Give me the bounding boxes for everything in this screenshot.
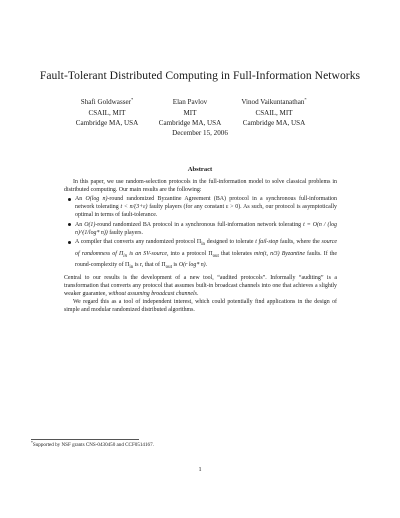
author-location: Cambridge MA, USA [158, 119, 222, 127]
abstract-heading: Abstract [187, 166, 213, 173]
author-affiliation: CSAIL, MIT [88, 108, 126, 117]
math-expression: O(1) [84, 221, 96, 228]
math-expression: min(t, n/3) [254, 250, 280, 257]
list-item: An O(log n)-round randomized Byzantine Agreement (BA) protocol in a synchronous full-information network tolerating t < n/(3+ε) faulty players (for any constant ε > 0). As such, our protocol is asymptotically optimal in terms of fault-tolerance. [64, 195, 337, 219]
abstract-central-paragraph: Central to our results is the development of a new tool, “audited protocols”. Informally “auditing” is a transformation that converts any protocol that assumes built-in broadcast channels into one that achieves a slightly weaker guarantee, without assuming broadcast channels. [64, 274, 337, 298]
paper-title: Fault-Tolerant Distributed Computing in Full-Information Networks [39, 69, 361, 82]
page-number: 1 [198, 466, 202, 473]
author-affiliation: CSAIL, MIT [255, 108, 293, 117]
footnote-mark: * [131, 97, 134, 102]
math-expression: t = O(n / (log n)^(1/log* n)) [75, 221, 337, 236]
math-expression: t < n/(3+ε) [120, 204, 148, 211]
author-location: Cambridge MA, USA [75, 119, 139, 127]
author-location: Cambridge MA, USA [242, 119, 306, 127]
abstract-body [64, 178, 337, 314]
footnote-mark: * [31, 441, 33, 445]
author-1 [62, 97, 152, 129]
author-2 [145, 97, 235, 129]
bullet-icon [68, 241, 71, 244]
author-3 [229, 97, 319, 129]
bullet-icon [68, 223, 71, 226]
math-expression: O(log n) [85, 196, 108, 203]
paper-date: December 15, 2006 [172, 129, 228, 137]
list-item: A compiler that converts any randomized protocol $\Pi_{in}$ designed to tolerate t fail-stop faults, where the source of randomness of $\Pi_{in}$ is an SV-source, into a protocol $\Pi_{out}$ that tolerates min(t, n/3) Byzantine faults. If the round-complexity of $\Pi_{in}$ is r, that of $\Pi_{out}$ is O(r log* n). [64, 238, 337, 272]
footnote-mark: * [304, 97, 307, 102]
abstract-closing-paragraph: We regard this as a tool of independent interest, which could potentially find applications in the design of simple and modular randomized distributed algorithms. [64, 299, 337, 314]
author-name: Elan Pavlov [172, 98, 208, 106]
math-expression: O(r log* n) [178, 261, 206, 268]
results-list [64, 195, 337, 272]
footnote [31, 442, 371, 449]
list-item: An O(1)-round randomized BA protocol in a synchronous full-information network tolerating t = O(n / (log n)^(1/log* n)) faulty players. [64, 221, 337, 237]
author-affiliation: MIT [183, 108, 197, 117]
footnote-divider [31, 439, 139, 440]
bullet-icon [68, 198, 71, 201]
author-name: Shafi Goldwasser* [80, 97, 134, 106]
author-name: Vinod Vaikuntanathan* [241, 97, 307, 106]
abstract-intro: In this paper, we use random-selection protocols in the full-information model to solve classical problems in distributed computing. Our main results are the following: [64, 179, 337, 194]
footnote-text: Supported by NSF grants CNS-0430450 and CCF0514167. [32, 442, 154, 448]
